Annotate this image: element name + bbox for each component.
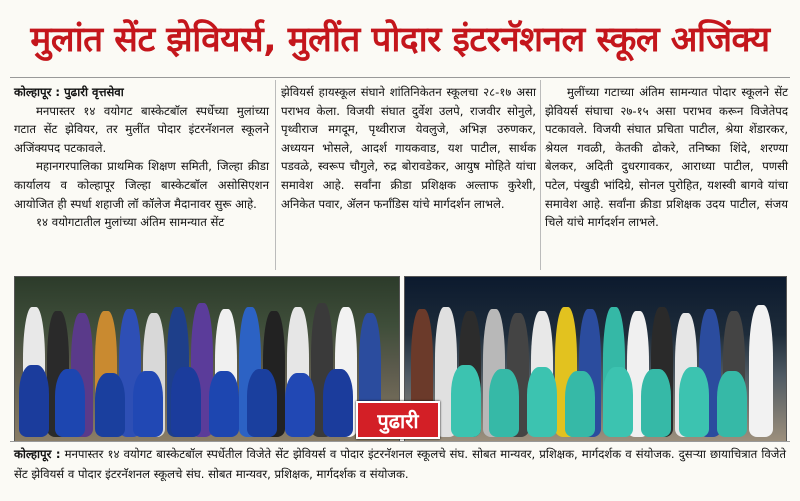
photo-figure [527, 367, 557, 437]
dateline: कोल्हापूर : पुढारी वृत्तसेवा [14, 85, 124, 99]
photo-figure [95, 373, 125, 437]
paragraph: महानगरपालिका प्राथमिक शिक्षण समिती, जिल्हा क्रीडा कार्यालय व कोल्हापूर जिल्हा बास्केटबॉल असोसिएशन आयोजित ही स्पर्धा शहाजी लॉ कॉलेज मैदानावर सुरू आहे. [14, 159, 269, 211]
photo-figure [717, 371, 747, 437]
photo-girls-team [404, 276, 787, 442]
caption-rule [10, 441, 790, 442]
article-column-2 [281, 83, 536, 213]
photo-figure [323, 369, 353, 437]
photo-figure [55, 369, 85, 437]
paragraph: १४ वयोगटातील मुलांच्या अंतिम सामन्यात सेंट [36, 215, 225, 230]
photo-figure [489, 369, 519, 437]
photo-figure [603, 367, 633, 437]
photo-boys-team [14, 276, 400, 442]
column-divider [275, 80, 276, 270]
headline-text: मुलांत सेंट झेवियर्स, मुलींत पोदार इंटरनॅशनल स्कूल अजिंक्य [30, 19, 770, 60]
paragraph: मनपास्तर १४ वयोगट बास्केटबॉल स्पर्धेच्या मुलांच्या गटात सेंट झेवियर, तर मुलींत पोदार इंटरनॅशनल स्कूलने अजिंक्यपद पटकावले. [14, 103, 269, 155]
photo-figure [641, 369, 671, 437]
paragraph: मुलींच्या गटाच्या अंतिम सामन्यात पोदार स्कूलने सेंट झेवियर्स संघाचा २७-१५ असा पराभव करून विजेतेपद पटकावले. विजयी संघात प्रचिता पाटील, श्रेया शेंडारकर, श्रेयल गवळी, केतकी ढोकरे, तनिष्का शिंदे, शरण्या बेलकर, अदिती दुधरगावकर, आराध्या पाटील, पणसी पटेल, पंखुडी भांदिग्रे, सोनल पुरोहित, यशस्वी बागवे यांचा समावेश आहे. सर्वांना क्रीडा प्रशिक्षक उदय पाटील, संजय चिले यांचे मार्गदर्शन लाभले. [545, 85, 788, 230]
photo-figure [749, 305, 773, 437]
paragraph: झेवियर्स हायस्कूल संघाने शांतिनिकेतन स्कूलचा २८-१७ असा पराभव केला. विजयी संघात दुर्वेश उलपे, राजवीर सोनुले, पृथ्वीराज मगदूम, पृथ्वीराज येवलुजे, अभिज्ञ उरुणकर, अध्ययन भोसले, आदर्श गायकवाड, यश पाटील, सार्थक पडवळे, स्वरूप चौगुले, रुद्र बोरावडेकर, आयुष मोहिते यांचा समावेश आहे. सर्वांना क्रीडा प्रशिक्षक अल्ताफ कुरेशी, अनिकेत पवार, ॲलन फर्नांडिस यांचे मार्गदर्शन लाभले. [281, 85, 536, 211]
photo-figure [247, 369, 277, 437]
caption-text: मनपास्तर १४ वयोगट बास्केटबॉल स्पर्धेतील विजेते सेंट झेवियर्स व पोदार इंटरनॅशनल स्कूलचे संघ. सोबत मान्यवर, प्रशिक्षक, मार्गदर्शक व संयोजक. दुसऱ्या छायाचित्रात विजेते सेंट झेवियर्स व पोदार इंटरनॅशनल स्कूलचे संघ. सोबत मान्यवर, प्रशिक्षक, मार्गदर्शक व संयोजक. [14, 447, 787, 481]
article-column-1 [14, 83, 269, 232]
photo-figure [679, 367, 709, 437]
photo-figure [171, 367, 201, 437]
caption-lead: कोल्हापूर : [14, 447, 61, 461]
photo-figure [19, 365, 49, 437]
pudhari-logo [356, 401, 440, 439]
article-column-3 [545, 83, 788, 232]
photo-figure [285, 373, 315, 437]
headline [0, 0, 800, 76]
column-divider [540, 80, 541, 270]
headline-rule [10, 77, 790, 78]
photo-figure [565, 371, 595, 437]
logo-text: पुढारी [377, 408, 419, 433]
photo-figure [451, 365, 481, 437]
photo-figure [209, 371, 239, 437]
photo-figure [133, 371, 163, 437]
photo-caption [14, 444, 786, 484]
